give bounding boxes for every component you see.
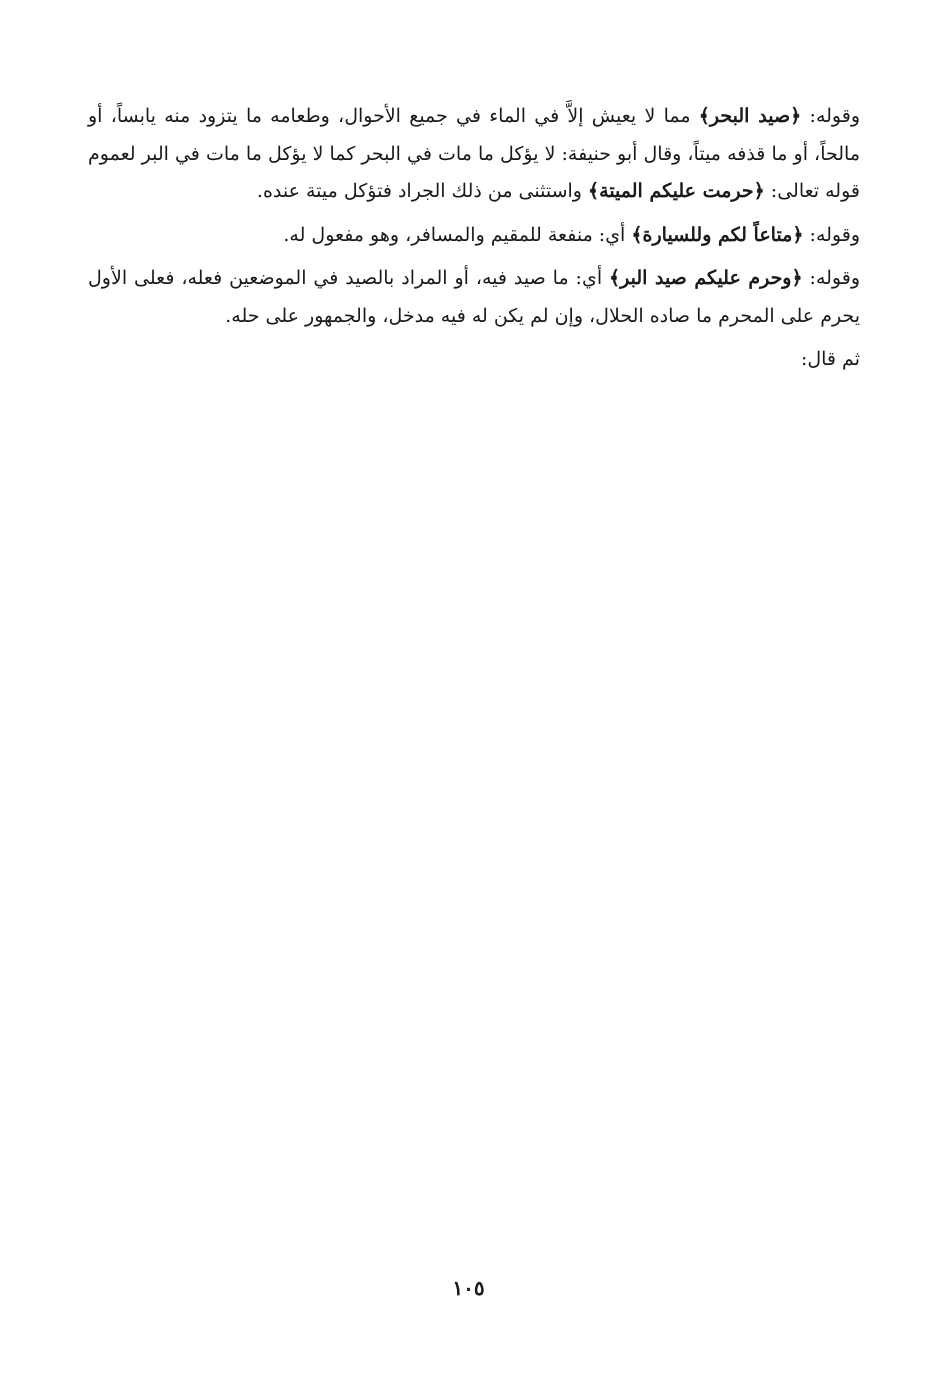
- paragraph-provision: [88, 217, 860, 255]
- paragraph-text: أي: منفعة للمقيم والمسافر، وهو مفعول له.: [283, 223, 632, 246]
- body-text: [88, 98, 860, 385]
- paragraph-text: واستثنى من ذلك الجراد فتؤكل ميتة عنده.: [256, 180, 588, 202]
- paragraph-intro: وقوله:: [803, 223, 860, 246]
- paragraph-land-game: [88, 260, 860, 335]
- paragraph-intro: وقوله:: [802, 267, 861, 289]
- page-number: ١٠٥: [452, 1276, 485, 1300]
- paragraph-then-said: [88, 341, 860, 379]
- paragraph-text: أي: ما صيد فيه، أو المراد بالصيد في الموضعين فعله، فعلى الأول يحرم على المحرم ما صاده الحلال، وإن لم يكن له فيه مدخل، والجمهور على حله.: [88, 267, 860, 327]
- paragraph-text: ثم قال:: [800, 348, 860, 370]
- quran-quote: ﴿وحرم عليكم صيد البر﴾: [609, 267, 803, 289]
- paragraph-sea-game: [88, 98, 860, 211]
- quran-quote: ﴿متاعاً لكم وللسيارة﴾: [631, 223, 804, 246]
- paragraph-intro: وقوله:: [801, 105, 860, 127]
- quran-quote: ﴿صيد البحر﴾: [698, 105, 802, 127]
- paragraph-text: مما لا يعيش إلاَّ في الماء في جميع الأحوال، وطعامه ما يتزود منه يابساً، أو مالحاً، أو ما قذفه ميتاً، وقال أبو حنيفة: لا يؤكل ما مات في البحر كما لا يؤكل ما مات في البر لعموم قوله تعالى:: [88, 105, 860, 202]
- quran-quote: ﴿حرمت عليكم الميتة﴾: [588, 180, 765, 202]
